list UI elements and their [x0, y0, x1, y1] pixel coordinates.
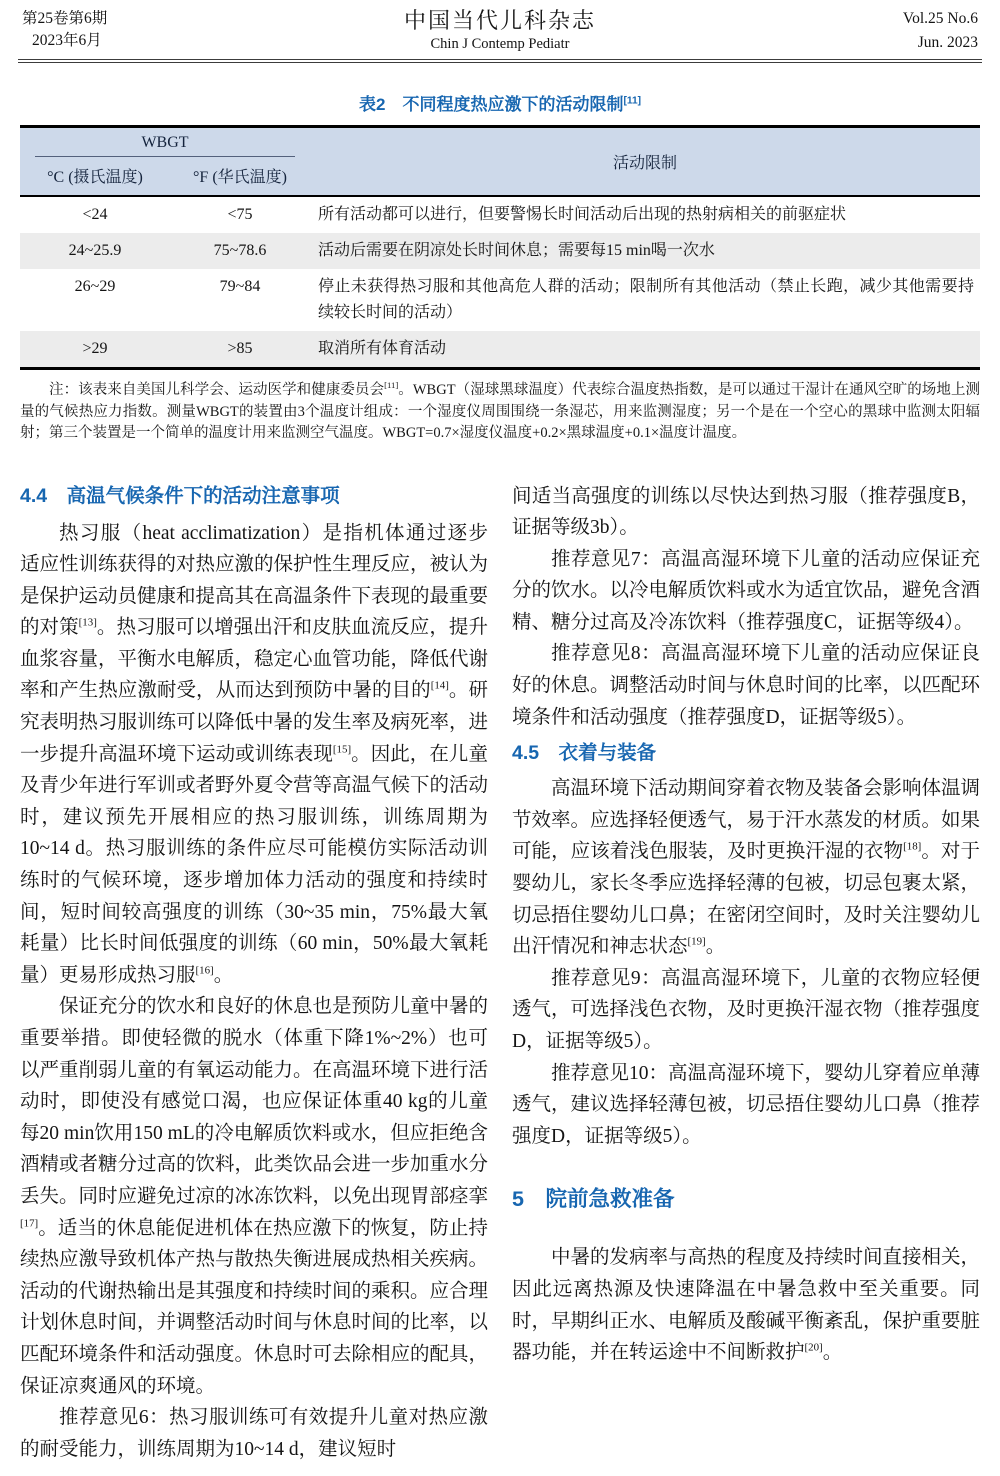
section-heading [20, 481, 488, 511]
section-heading [512, 738, 980, 768]
wbgt-fahrenheit-value: >85 [227, 340, 253, 357]
section-number: 5 [512, 1187, 524, 1212]
restriction-text: 所有活动都可以进行，但要警惕长时间活动后出现的热射病相关的前驱症状 [318, 206, 847, 223]
volume-issue-cn: 第25卷第6期 [22, 10, 108, 27]
body-paragraph: 保证充分的饮水和良好的休息也是预防儿童中暑的重要举措。即使轻微的脱水（体重下降1%~2%）也可以严重削弱儿童的有氧运动能力。在高温环境下进行活动时，即使没有感觉口渴，也应保证体重40 kg的儿童每20 min饮用150 mL的冷电解质饮料或水，但应拒绝含酒精或者糖分过高的饮料，此类饮品会进一步加重水分丢失。同时应避免过凉的冰冻饮料，以免出现胃部痉挛[17]。适当的休息能促进机体在热应激下的恢复，防止持续热应激导致机体产热与散热失衡进展成热相关疾病。活动的代谢热输出是其强度和持续时间的乘积。应合理计划休息时间，并调整活动时间与休息时间的比率，以匹配环境条件和活动强度。休息时可去除相应的配具，保证凉爽通风的环境。 [20, 996, 489, 1397]
table-row [20, 331, 980, 369]
body-paragraph: 间适当高强度的训练以尽快达到热习服（推荐强度B，证据等级3b）。 [512, 485, 980, 539]
table-header [20, 127, 980, 197]
section-title: 院前急救准备 [545, 1187, 675, 1212]
section-heading [512, 1184, 980, 1214]
wbgt-celsius-value: 26~29 [74, 278, 116, 295]
header-divider [18, 59, 982, 63]
article-body [20, 481, 980, 1466]
table-header-wbgt: WBGT [20, 127, 310, 159]
table-header-fahrenheit: °F (华氏温度) [193, 169, 287, 186]
body-paragraph: 热习服（heat acclimatization）是指机体通过逐步适应性训练获得的对热应激的保护性生理反应，被认为是保护运动员健康和提高其在高温条件下表现的最重要的对策[13]。热习服可以增强出汗和皮肤血流反应，提升血浆容量，平衡水电解质，稳定心血管功能，降低代谢率和产生热应激耐受，从而达到预防中暑的目的[14]。研究表明热习服训练可以降低中暑的发生率及病死率，进一步提升高温环境下运动或训练表现[15]。因此，在儿童及青少年进行军训或者野外夏令营等高温气候下的活动时，建议预先开展相应的热习服训练，训练周期为10~14 d。热习服训练的条件应尽可能模仿实际活动训练时的气候环境，逐步增加体力活动的强度和持续时间，短时间较高强度的训练（30~35 min，75%最大氧耗量）比长时间低强度的训练（60 min，50%最大氧耗量）更易形成热习服[16]。 [20, 522, 489, 986]
right-column [512, 481, 980, 1466]
body-paragraph: 推荐意见10：高温高湿环境下，婴幼儿穿着应单薄透气，建议选择轻薄包被，切忌捂住婴幼儿口鼻（推荐强度D，证据等级5）。 [512, 1062, 981, 1147]
table-body [20, 196, 980, 369]
table-header-restriction: 活动限制 [613, 155, 678, 172]
restriction-text: 停止未获得热习服和其他高危人群的活动；限制所有其他活动（禁止长跑，减少其他需要持续较长时间的活动） [318, 278, 974, 321]
body-paragraph: 高温环境下活动期间穿着衣物及装备会影响体温调节效率。应选择轻便透气，易于汗水蒸发的材质。如果可能，应该着浅色服装，及时更换汗湿的衣物[18]。对于婴幼儿，家长冬季应选择轻薄的包被，切忌包裹太紧，切忌捂住婴幼儿口鼻；在密闭空间时，及时关注婴幼儿出汗情况和神志状态[19]。 [512, 778, 981, 958]
header-volume-issue-en [596, 8, 978, 54]
date-cn: 2023年6月 [32, 32, 102, 49]
wbgt-celsius-value: >29 [82, 340, 108, 357]
body-paragraph: 推荐意见6：热习服训练可有效提升儿童对热应激的耐受能力，训练周期为10~14 d，建议短时 [20, 1407, 488, 1460]
journal-title-cn: 中国当代儿科杂志 [403, 8, 596, 33]
body-paragraph: 推荐意见7：高温高湿环境下儿童的活动应保证充分的饮水。以冷电解质饮料或水为适宜饮品，避免含酒精、糖分过高及冷冻饮料（推荐强度C，证据等级4）。 [512, 548, 981, 633]
section-title: 衣着与装备 [558, 742, 657, 765]
table-row [20, 196, 980, 233]
table-header-celsius: °C (摄氏温度) [47, 169, 143, 186]
wbgt-activity-table [20, 125, 980, 370]
header-journal-title [404, 8, 596, 54]
date-en: Jun. 2023 [917, 34, 978, 51]
wbgt-fahrenheit-value: 75~78.6 [213, 242, 267, 259]
body-paragraph: 推荐意见8：高温高湿环境下儿童的活动应保证良好的休息。调整活动时间与休息时间的比率，以匹配环境条件和活动强度（推荐强度D，证据等级5）。 [512, 643, 981, 728]
wbgt-celsius-value: <24 [82, 206, 108, 223]
left-column [20, 481, 488, 1466]
wbgt-celsius-value: 24~25.9 [68, 242, 122, 259]
header-volume-issue-cn [22, 8, 404, 52]
section-title: 高温气候条件下的活动注意事项 [66, 484, 340, 507]
restriction-text: 活动后需要在阴凉处长时间休息；需要每15 min喝一次水 [318, 242, 715, 259]
section-number: 4.5 [512, 742, 540, 765]
volume-issue-en: Vol.25 No.6 [902, 10, 978, 27]
wbgt-fahrenheit-value: <75 [227, 206, 253, 223]
body-paragraph: 中暑的发病率与高热的程度及持续时间直接相关，因此远离热源及快速降温在中暑急救中至关重要。同时，早期纠正水、电解质及酸碱平衡紊乱，保护重要脏器功能，并在转运途中不间断救护[20]。 [512, 1247, 981, 1364]
journal-title-en: Chin J Contemp Pediatr [430, 36, 570, 52]
table-title: 表2 不同程度热应激下的活动限制[11] [358, 95, 642, 114]
table-note: 注：该表来自美国儿科学会、运动医学和健康委员会[11]。WBGT（湿球黑球温度）代表综合温度热指数，是可以通过干湿计在通风空旷的场地上测量的气候热应力指数。测量WBGT的装置由3个温度计组成：一个湿度仪周围围绕一条湿芯，用来监测湿度；另一个是在一个空心的黑球中监测太阳辐射；第三个装置是一个简单的温度计用来监测空气温度。WBGT=0.7×湿度仪温度+0.2×黑球温度+0.1×温度计温度。 [20, 380, 981, 441]
journal-header [0, 0, 1000, 54]
section-number: 4.4 [20, 484, 48, 507]
table-row [20, 269, 980, 331]
wbgt-fahrenheit-value: 79~84 [219, 278, 261, 295]
restriction-text: 取消所有体育活动 [318, 340, 447, 357]
table-row [20, 233, 980, 269]
body-paragraph: 推荐意见9：高温高湿环境下，儿童的衣物应轻便透气，可选择浅色衣物，及时更换汗湿衣物（推荐强度D，证据等级5）。 [512, 967, 981, 1052]
